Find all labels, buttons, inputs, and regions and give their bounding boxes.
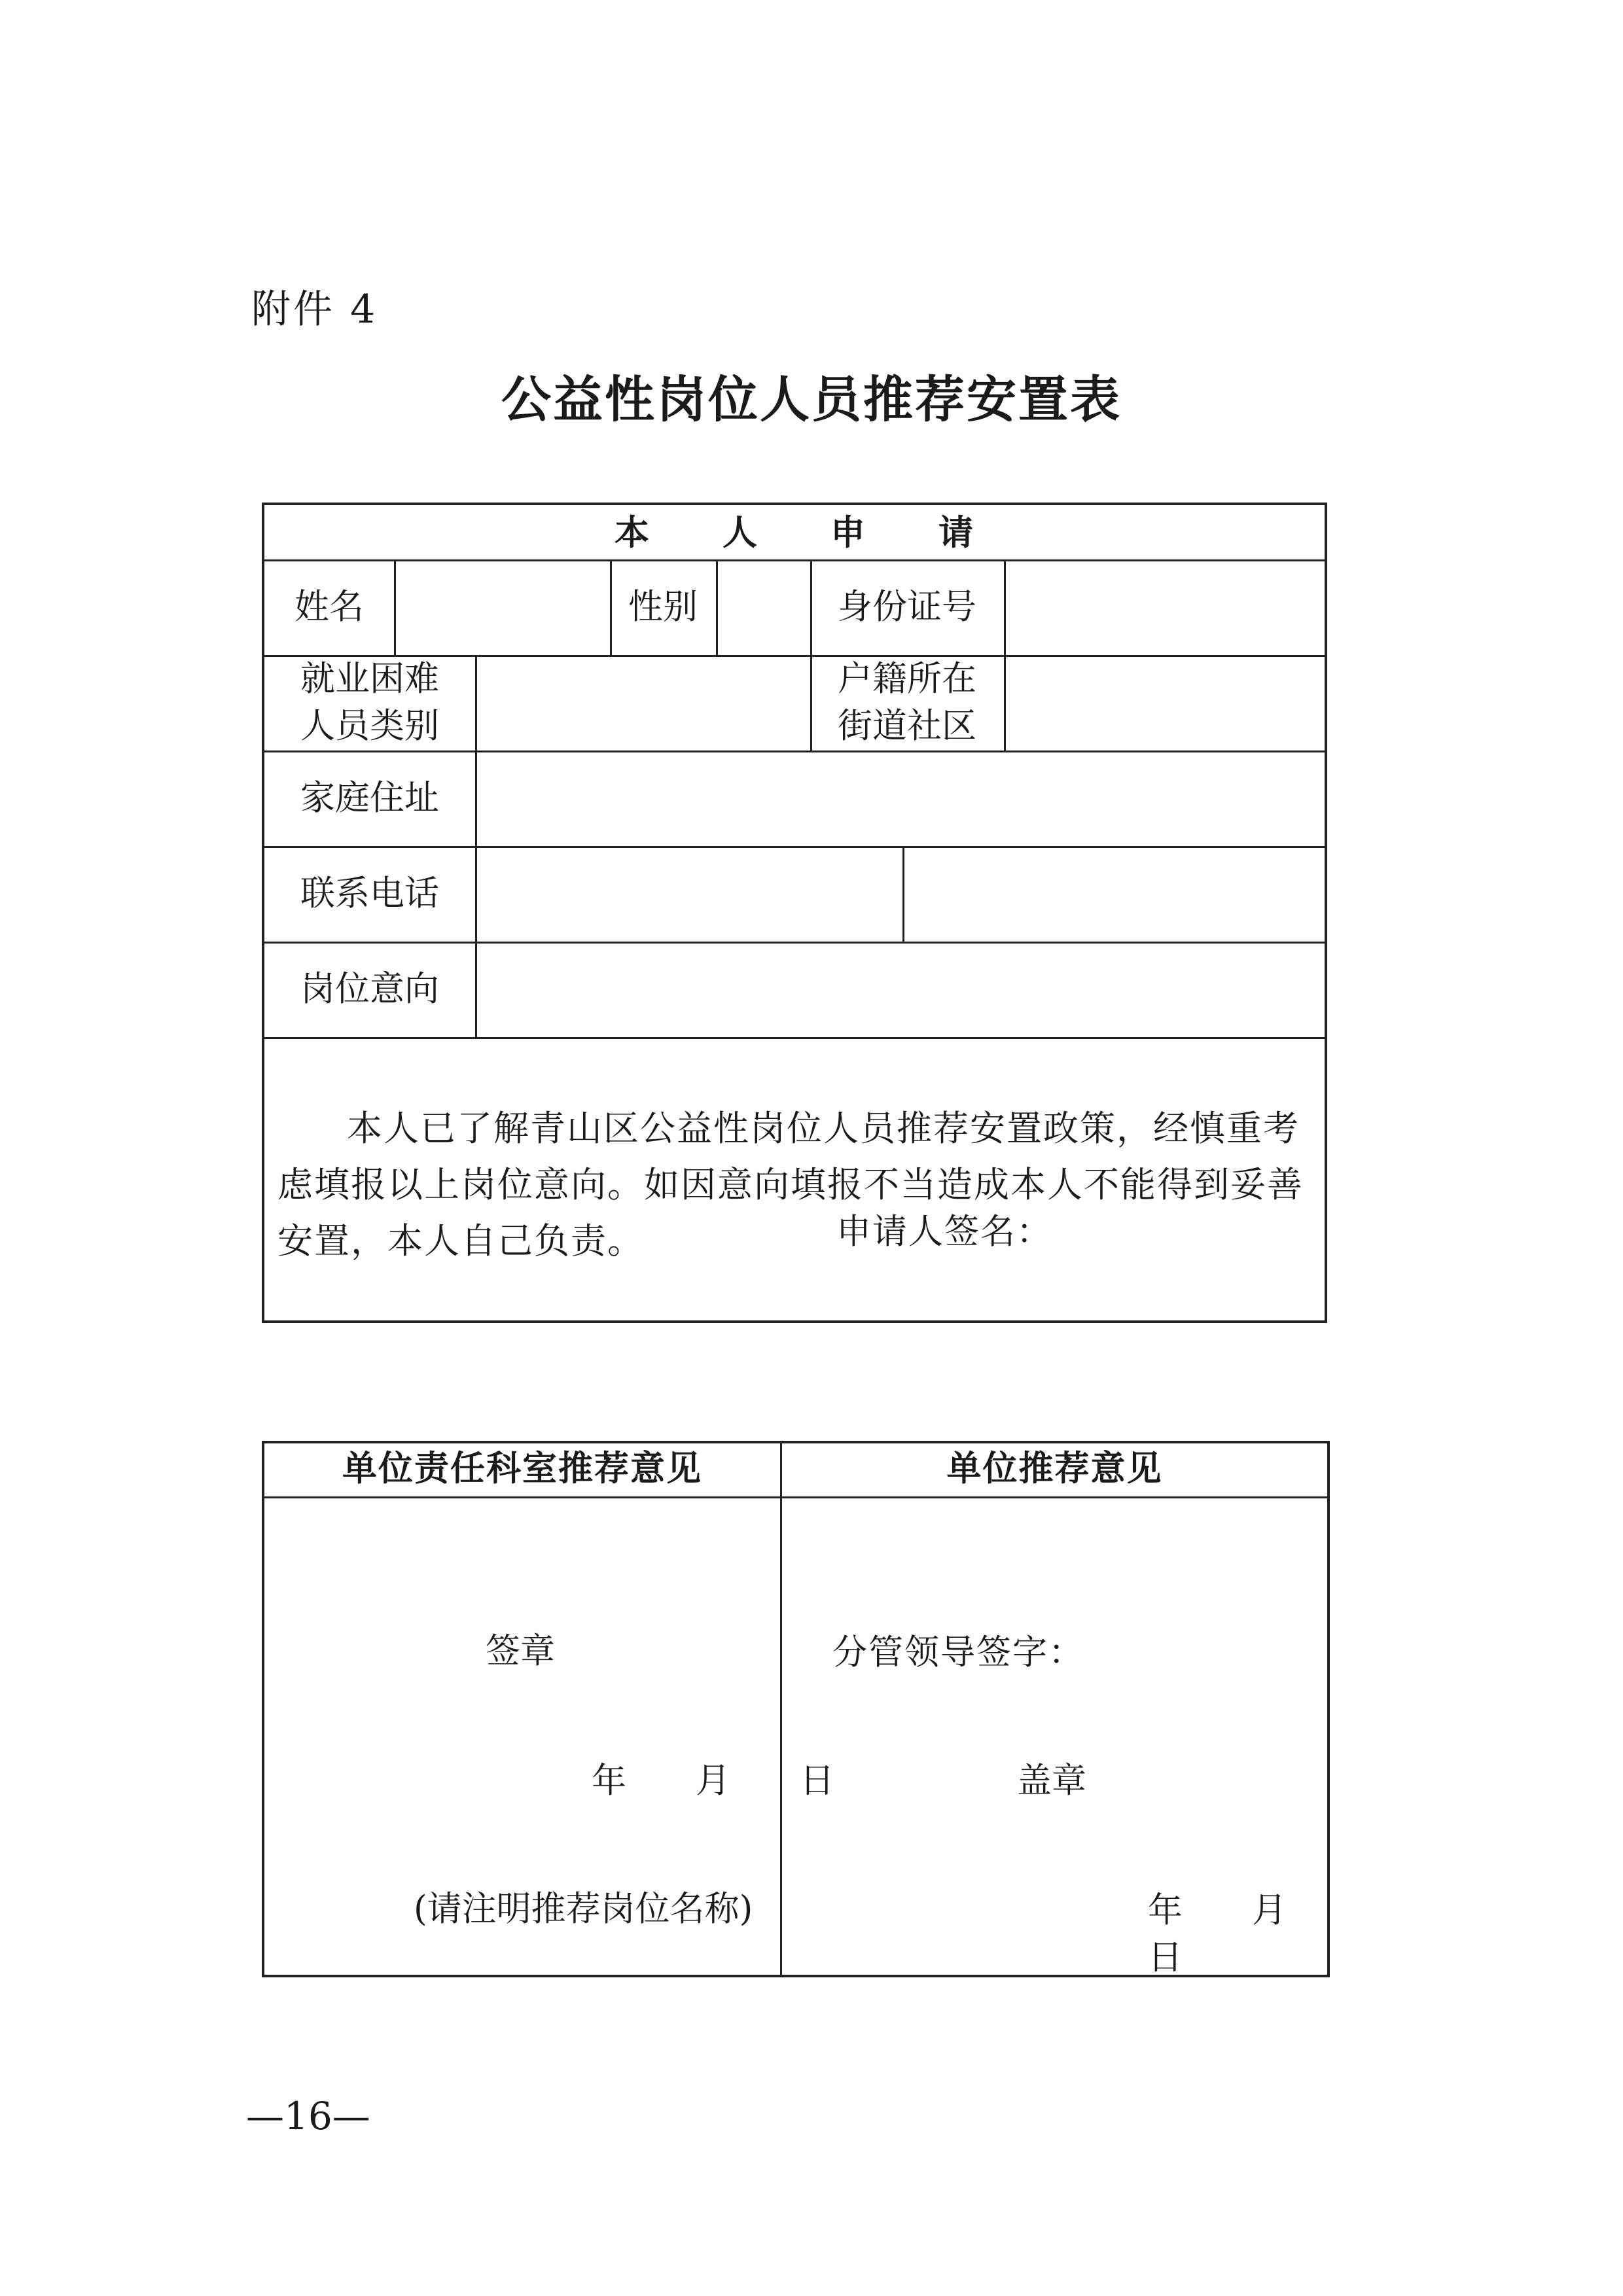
position-intent-field[interactable] bbox=[477, 944, 1325, 1037]
household-field[interactable] bbox=[1006, 657, 1325, 751]
phone-field-1[interactable] bbox=[477, 848, 902, 942]
category-label-line1: 就业困难 bbox=[300, 659, 439, 699]
id-number-label: 身份证号 bbox=[838, 587, 976, 627]
category-label-line2: 人员类别 bbox=[300, 706, 439, 746]
applicant-signature-field[interactable] bbox=[1050, 1199, 1311, 1264]
name-label: 姓名 bbox=[294, 587, 364, 627]
annex-label: 附件 4 bbox=[251, 287, 378, 332]
dept-seal-label: 签章 bbox=[486, 1631, 555, 1671]
recommendation-form bbox=[262, 1441, 1356, 1977]
phone-field-2[interactable] bbox=[904, 848, 1325, 942]
section-header: 本 人 申 请 bbox=[615, 512, 974, 553]
declaration-text: 本人已了解青山区公益性岗位人员推荐安置政策，经慎重考虑填报以上岗位意向。如因意向填报不当造成本人不能得到妥善安置，本人自己负责。 bbox=[277, 1108, 1304, 1262]
category-field[interactable] bbox=[477, 657, 810, 751]
page-title: 公益性岗位人员推荐安置表 bbox=[501, 370, 1122, 429]
address-field[interactable] bbox=[477, 752, 1325, 846]
name-field[interactable] bbox=[396, 561, 610, 655]
phone-label: 联系电话 bbox=[300, 874, 439, 913]
leader-signature-label: 分管领导签字： bbox=[832, 1633, 1084, 1672]
unit-stamp-label: 盖章 bbox=[1017, 1761, 1086, 1801]
dept-date-label: 年 月 日 bbox=[592, 1761, 834, 1801]
gender-field[interactable] bbox=[718, 561, 810, 655]
household-label-line2: 街道社区 bbox=[838, 706, 976, 746]
address-label: 家庭住址 bbox=[300, 778, 439, 818]
dept-opinion-header: 单位责任科室推荐意见 bbox=[342, 1448, 702, 1489]
unit-date-label: 年 月 日 bbox=[1148, 1890, 1356, 1977]
id-number-field[interactable] bbox=[1006, 561, 1325, 655]
position-intent-label: 岗位意向 bbox=[300, 969, 439, 1009]
gender-label: 性别 bbox=[628, 587, 698, 627]
household-label-line1: 户籍所在 bbox=[838, 659, 976, 699]
applicant-signature-label: 申请人签名： bbox=[836, 1212, 1052, 1252]
application-form bbox=[262, 503, 1327, 1323]
dept-note: (请注明推荐岗位名称) bbox=[414, 1889, 753, 1929]
page-number: —16— bbox=[246, 2094, 370, 2138]
unit-opinion-header: 单位推荐意见 bbox=[946, 1448, 1163, 1489]
